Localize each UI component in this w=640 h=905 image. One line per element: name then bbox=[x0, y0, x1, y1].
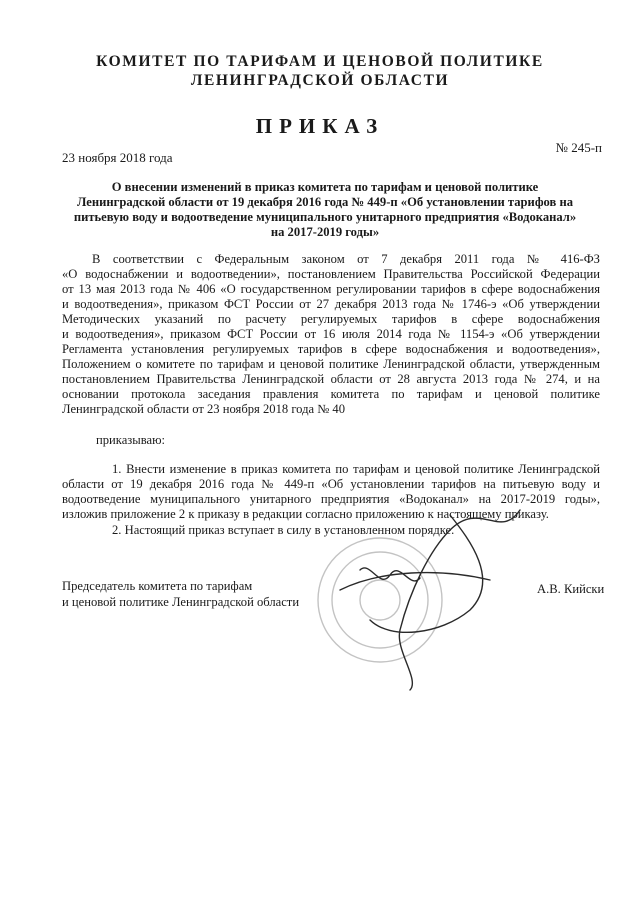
item-1-line: 1. Внести изменение в приказ комитета по тарифам и ценовой политике Ленинградской bbox=[112, 462, 600, 476]
item-1-line: области от 19 декабря 2016 года № 449-п «Об установлении тарифов на питьевую воду и bbox=[62, 477, 600, 491]
org-name-line1: КОМИТЕТ ПО ТАРИФАМ И ЦЕНОВОЙ ПОЛИТИКЕ bbox=[96, 53, 544, 70]
subject-line: Ленинградской области от 19 декабря 2016 года № 449-п «Об установлении тарифов на bbox=[76, 195, 574, 209]
preamble-line: В соответствии с Федеральным законом от 7 декабря 2011 года № 416-ФЗ bbox=[92, 252, 600, 266]
preamble-line: Методических указаний по расчету регулируемых тарифов в сфере водоснабжения bbox=[62, 312, 600, 326]
preamble-line: постановлением Правительства Ленинградской области от 28 августа 2013 года № 274, и на bbox=[62, 372, 600, 386]
signatory-position-line1: Председатель комитета по тарифам bbox=[62, 579, 253, 593]
preamble-line: и водоотведения», приказом ФСТ России от 16 июля 2014 года № 1154-э «Об утверждении bbox=[62, 327, 600, 341]
signatory-position bbox=[62, 578, 299, 610]
handwritten-signature bbox=[340, 510, 520, 690]
preamble-line: Ленинградской области от 23 ноября 2018 года № 40 bbox=[62, 402, 346, 416]
document-title: ПРИКАЗ bbox=[255, 114, 385, 138]
signature-and-stamp bbox=[300, 440, 560, 700]
preamble-line: Регламента установления регулируемых тарифов в сфере водоснабжения и водоотведения», bbox=[62, 342, 600, 356]
subject-line: питьевую воду и водоотведение муниципального унитарного предприятия «Водоканал» bbox=[73, 210, 577, 224]
signatory-name: А.В. Кийски bbox=[537, 582, 605, 596]
preamble-line: Положением о комитете по тарифам и ценовой политике Ленинградской области, утвержденным bbox=[62, 357, 600, 371]
item-1-line: изложив приложение 2 к приказу в редакции согласно приложению к настоящему приказу. bbox=[62, 507, 549, 521]
preamble-line: от 13 мая 2013 года № 406 «О государственном регулировании тарифов в сфере водоснабжения bbox=[62, 282, 600, 296]
official-stamp bbox=[318, 538, 442, 662]
preamble-line: «О водоснабжении и водоотведении», постановлением Правительства Российской Федерации bbox=[62, 267, 600, 281]
subject-line: О внесении изменений в приказ комитета по тарифам и ценовой политике bbox=[111, 180, 539, 194]
preamble-line: и водоотведения», приказом ФСТ России от 27 декабря 2013 года № 1746-э «Об утверждении bbox=[62, 297, 600, 311]
order-date: 23 ноября 2018 года bbox=[62, 150, 173, 165]
order-word: приказываю: bbox=[96, 433, 166, 447]
signatory-position-line2: и ценовой политике Ленинградской области bbox=[62, 595, 300, 609]
order-number: № 245-п bbox=[555, 140, 602, 155]
subject-line: на 2017-2019 годы» bbox=[270, 225, 380, 239]
org-name-line2: ЛЕНИНГРАДСКОЙ ОБЛАСТИ bbox=[190, 72, 450, 89]
item-2: 2. Настоящий приказ вступает в силу в установленном порядке. bbox=[112, 523, 455, 537]
item-1-line: водоотведение муниципального унитарного предприятия «Водоканал» на 2017-2019 годы», bbox=[62, 492, 600, 506]
preamble-line: основании протокола заседания правления комитета по тарифам и ценовой политике bbox=[62, 387, 600, 401]
